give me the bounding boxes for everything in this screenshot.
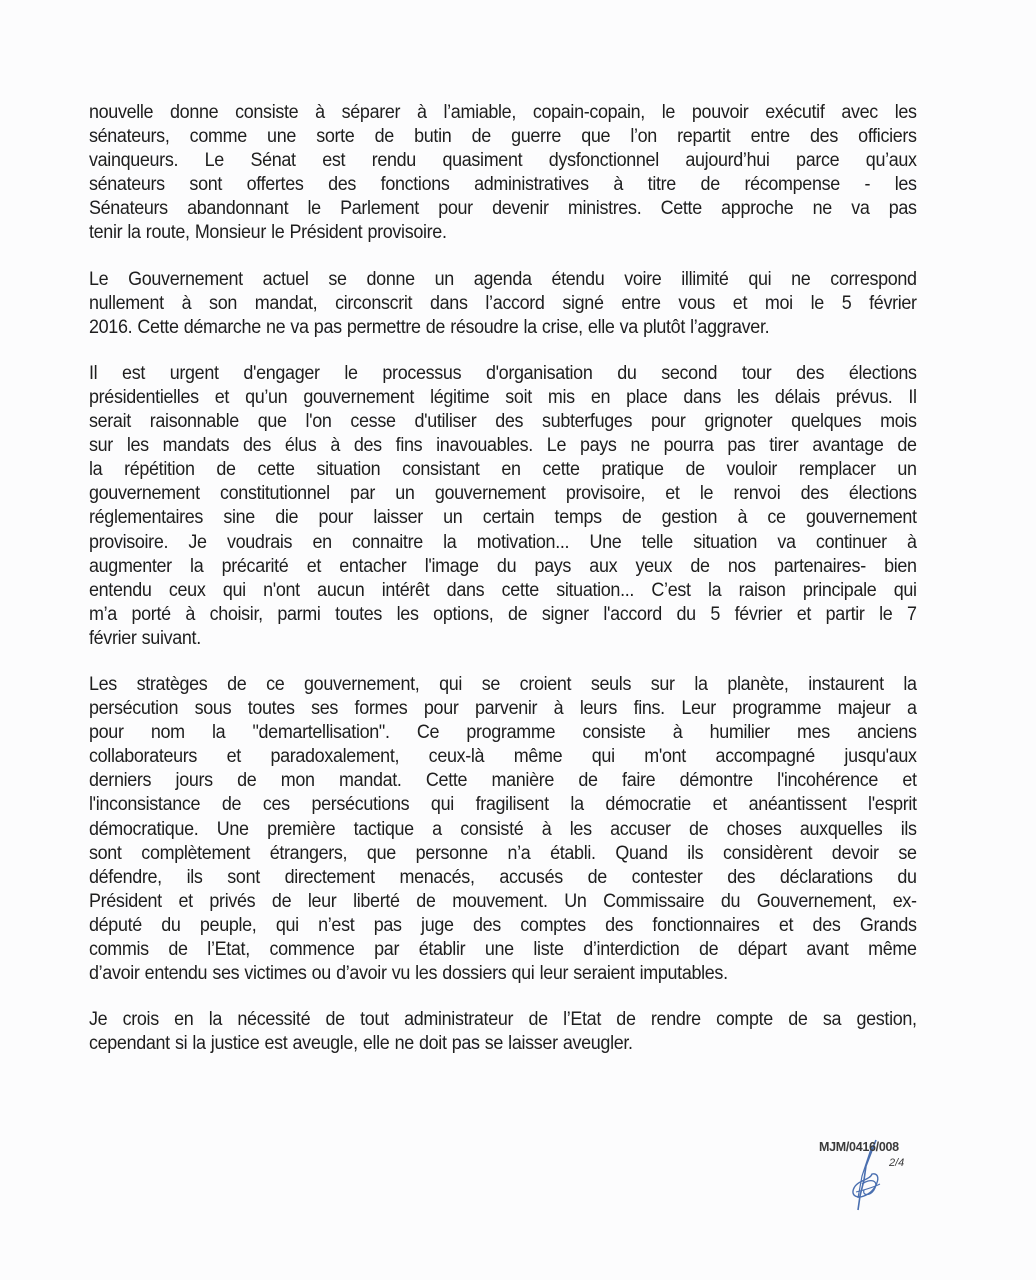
text-line: derniers jours de mon mandat. Cette manière de faire démontre l'incohérence et — [89, 770, 917, 792]
text-line: sénateurs, comme une sorte de butin de guerre que l’on repartit entre des officiers — [89, 126, 917, 148]
text-line: l'inconsistance de ces persécutions qui fragilisent la démocratie et anéantissent l'esprit — [89, 794, 917, 816]
text-line: gouvernement constitutionnel par un gouvernement provisoire, et le renvoi des élections — [89, 483, 917, 505]
text-line: la répétition de cette situation consistant en cette pratique de vouloir remplacer un — [89, 459, 917, 481]
paragraph — [89, 101, 917, 246]
paragraph — [89, 673, 917, 986]
text-line: présidentielles et qu’un gouvernement légitime soit mis en place dans les délais prévus. Il — [89, 386, 917, 408]
text-line: augmenter la précarité et entacher l'image du pays aux yeux de nos partenaires- bien — [89, 555, 917, 577]
text-line: défendre, ils sont directement menacés, accusés de contester des déclarations du — [89, 866, 917, 888]
paragraph — [89, 362, 917, 651]
document-reference: MJM/0416/008 — [819, 1140, 899, 1154]
text-line: vainqueurs. Le Sénat est rendu quasiment dysfonctionnel aujourd’hui parce qu’aux — [89, 150, 917, 172]
text-line: serait raisonnable que l'on cesse d'utiliser des subterfuges pour grignoter quelques mois — [89, 411, 917, 433]
text-line: nullement à son mandat, circonscrit dans l’accord signé entre vous et moi le 5 février — [89, 292, 917, 314]
page-number: 2/4 — [889, 1157, 905, 1169]
text-line: 2016. Cette démarche ne va pas permettre de résoudre la crise, elle va plutôt l’aggraver. — [89, 316, 770, 338]
text-line: nouvelle donne consiste à séparer à l’amiable, copain-copain, le pouvoir exécutif avec les — [89, 102, 917, 123]
text-line: Il est urgent d'engager le processus d'organisation du second tour des élections — [89, 362, 917, 384]
text-line: tenir la route, Monsieur le Président provisoire. — [89, 222, 447, 244]
text-line: persécution sous toutes ses formes pour parvenir à leurs fins. Leur programme majeur a — [89, 698, 917, 720]
text-line: entendu ceux qui n'ont aucun intérêt dans cette situation... C’est la raison principale qui — [89, 579, 917, 601]
text-line: d’avoir entendu ses victimes ou d’avoir vu les dossiers qui leur seraient imputables. — [89, 963, 728, 985]
text-line: Le Gouvernement actuel se donne un agenda étendu voire illimité qui ne correspond — [89, 268, 917, 290]
text-line: Président et privés de leur liberté de mouvement. Un Commissaire du Gouvernement, ex- — [89, 890, 917, 912]
paragraph — [89, 268, 917, 340]
text-line: député du peuple, qui n’est pas juge des comptes des fonctionnaires et des Grands — [89, 914, 917, 936]
text-line: sénateurs sont offertes des fonctions administratives à titre de récompense - les — [89, 174, 917, 196]
text-line: février suivant. — [89, 627, 201, 649]
text-line: m’a porté à choisir, parmi toutes les options, de signer l'accord du 5 février et partir le 7 — [89, 603, 917, 625]
text-line: Les stratèges de ce gouvernement, qui se croient seuls sur la planète, instaurent la — [89, 673, 917, 695]
text-line: sur les mandats des élus à des fins inavouables. Le pays ne pourra pas tirer avantage de — [89, 435, 917, 457]
text-line: collaborateurs et paradoxalement, ceux-là même qui m'ont accompagné jusqu'aux — [89, 746, 917, 768]
text-line: cependant si la justice est aveugle, elle ne doit pas se laisser aveugler. — [89, 1033, 633, 1055]
text-line: démocratique. Une première tactique a consisté à les accuser de choses auxquelles ils — [89, 818, 917, 840]
text-line: pour nom la "demartellisation". Ce programme consiste à humilier mes anciens — [89, 722, 917, 744]
text-line: Je crois en la nécessité de tout administrateur de l’Etat de rendre compte de sa gestion, — [89, 1009, 917, 1031]
letter-body — [89, 101, 917, 1078]
text-line: sont complètement étrangers, que personne n’a établi. Quand ils considèrent devoir se — [89, 842, 917, 864]
text-line: Sénateurs abandonnant le Parlement pour devenir ministres. Cette approche ne va pas — [89, 198, 917, 220]
text-line: commis de l’Etat, commence par établir une liste d’interdiction de départ avant même — [89, 939, 917, 960]
text-line: réglementaires sine die pour laisser un certain temps de gestion à ce gouvernement — [89, 507, 917, 529]
paragraph — [89, 1008, 917, 1056]
text-line: provisoire. Je voudrais en connaitre la motivation... Une telle situation va continuer à — [89, 531, 917, 553]
